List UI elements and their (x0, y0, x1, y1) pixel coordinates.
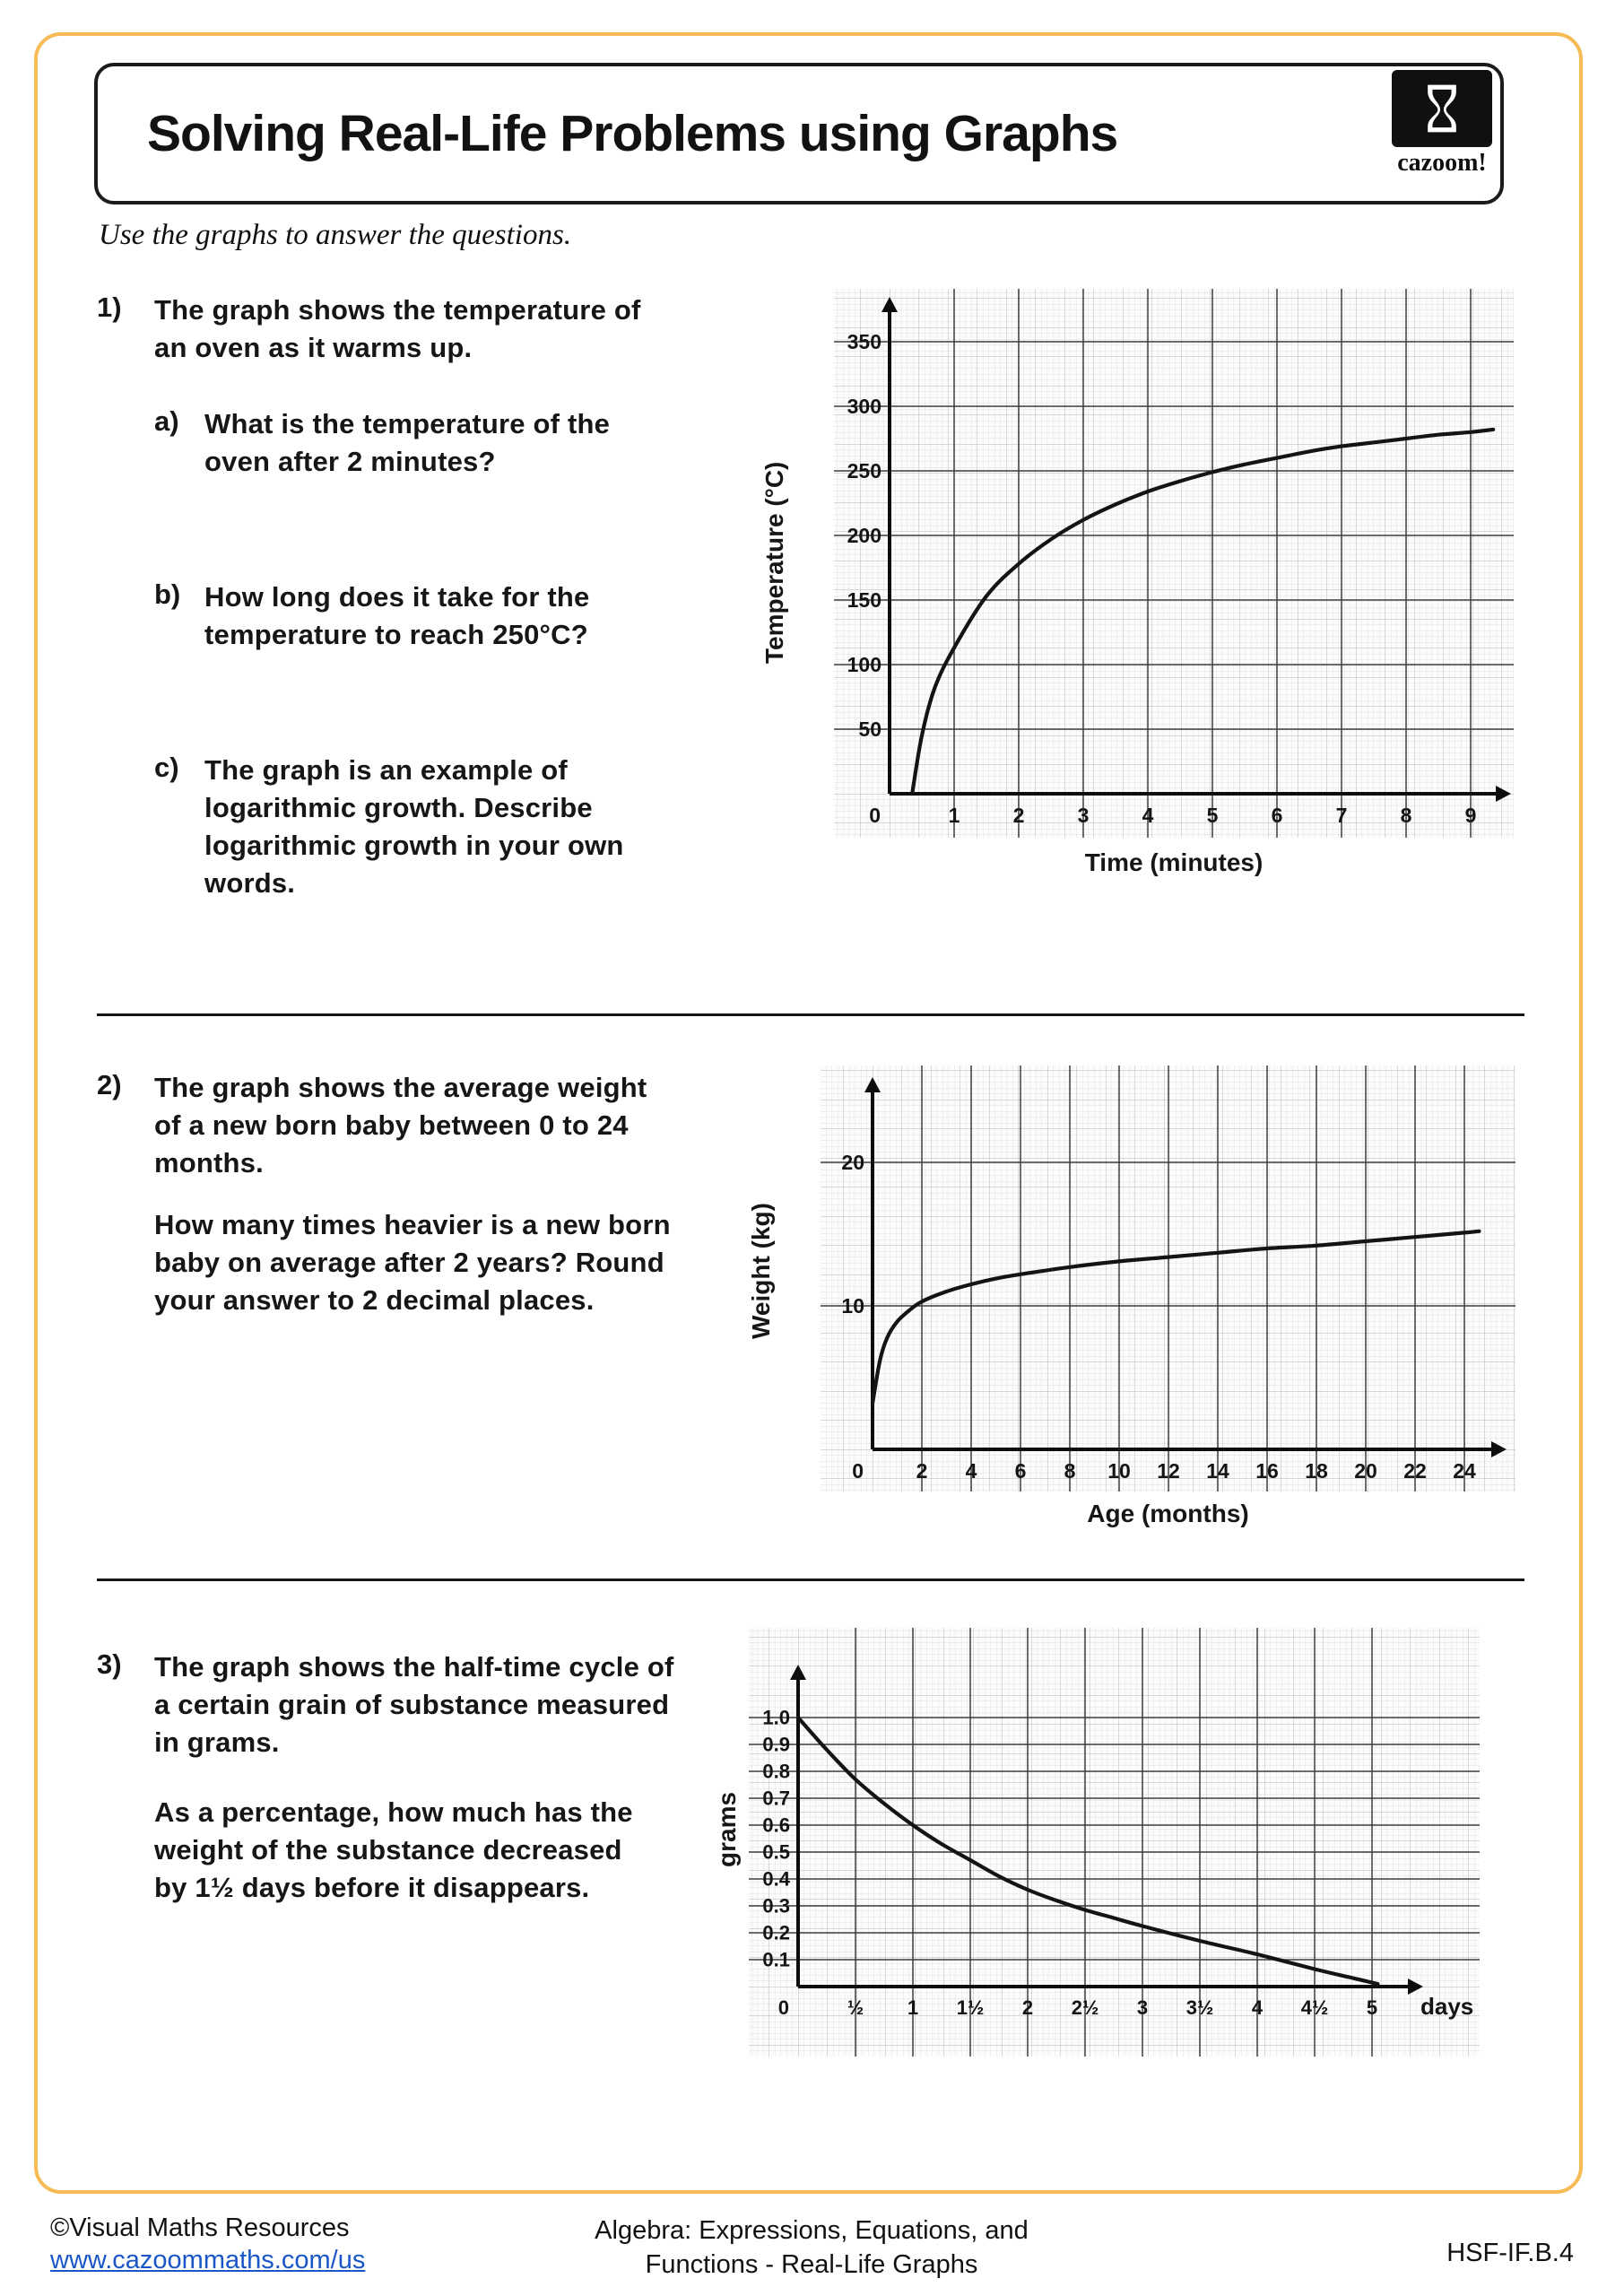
svg-text:20: 20 (1354, 1459, 1377, 1483)
svg-text:1: 1 (907, 1996, 919, 2019)
baby-weight-chart (821, 1065, 1515, 1492)
chart3-y-axis-label: grams (713, 1791, 741, 1868)
svg-text:200: 200 (847, 524, 881, 548)
svg-text:10: 10 (841, 1294, 864, 1318)
q1b-label: b) (154, 578, 181, 610)
svg-text:14: 14 (1206, 1459, 1229, 1483)
svg-text:12: 12 (1157, 1459, 1180, 1483)
svg-text:0.4: 0.4 (762, 1867, 790, 1891)
svg-text:100: 100 (847, 653, 881, 677)
q1a-text: What is the temperature of the oven after 2 minutes? (204, 408, 611, 477)
svg-text:0.7: 0.7 (762, 1787, 790, 1810)
svg-text:3: 3 (1077, 804, 1090, 827)
svg-text:4: 4 (1142, 804, 1154, 827)
oven-temperature-chart (834, 289, 1514, 838)
substance-decay-chart (749, 1628, 1480, 2057)
footer-course-line2: Functions - Real-Life Graphs (645, 2250, 978, 2279)
svg-text:4: 4 (1251, 1996, 1264, 2019)
svg-text:0.2: 0.2 (762, 1921, 790, 1944)
svg-text:5: 5 (1206, 804, 1219, 827)
svg-text:9: 9 (1464, 804, 1477, 827)
svg-text:0: 0 (852, 1459, 864, 1483)
svg-text:2: 2 (1021, 1996, 1034, 2019)
svg-text:0.1: 0.1 (762, 1948, 790, 1971)
svg-text:24: 24 (1453, 1459, 1476, 1483)
chart1-x-axis-label: Time (minutes) (1084, 848, 1264, 876)
svg-text:250: 250 (847, 459, 881, 483)
svg-text:150: 150 (847, 588, 881, 613)
cazoom-vase-icon (1392, 70, 1492, 147)
q1a-label: a) (154, 405, 179, 437)
page-title: Solving Real-Life Problems using Graphs (147, 105, 1118, 162)
chart2-x-axis-label: Age (months) (1087, 1500, 1249, 1527)
q1-number: 1) (97, 291, 122, 323)
svg-text:0.8: 0.8 (762, 1760, 790, 1783)
chart1-y-axis-label: Temperature (°C) (760, 461, 788, 665)
svg-text:2: 2 (1012, 804, 1025, 827)
q2-text: The graph shows the average weight of a new born baby between 0 to 24 months. (154, 1072, 647, 1178)
svg-text:0.6: 0.6 (762, 1813, 790, 1837)
svg-text:½: ½ (847, 1996, 864, 2019)
q2-text2: How many times heavier is a new born baby on average after 2 years? Round your answer to 2 decimal places. (154, 1209, 671, 1316)
svg-text:8: 8 (1064, 1459, 1076, 1483)
cazoom-logo (1388, 70, 1496, 178)
svg-text:16: 16 (1255, 1459, 1279, 1483)
svg-text:0: 0 (869, 804, 881, 827)
q3-number: 3) (97, 1648, 122, 1680)
svg-text:5: 5 (1366, 1996, 1378, 2019)
svg-text:1: 1 (948, 804, 960, 827)
footer-course-line1: Algebra: Expressions, Equations, and (595, 2216, 1029, 2245)
header (94, 63, 1504, 204)
q1b-text: How long does it take for the temperature to reach 250°C? (204, 581, 590, 650)
svg-text:20: 20 (841, 1151, 864, 1175)
svg-text:1½: 1½ (956, 1996, 985, 2019)
q1c-text: The graph is an example of logarithmic growth. Describe logarithmic growth in your own words. (204, 754, 624, 899)
svg-text:2½: 2½ (1071, 1996, 1099, 2019)
footer-link[interactable]: www.cazoommaths.com/us (50, 2246, 366, 2274)
svg-text:3½: 3½ (1185, 1996, 1214, 2019)
svg-text:0.3: 0.3 (762, 1894, 790, 1918)
footer-standard-code: HSF-IF.B.4 (1446, 2239, 1574, 2267)
svg-text:0.5: 0.5 (762, 1840, 790, 1864)
svg-text:0: 0 (777, 1996, 789, 2019)
svg-text:350: 350 (847, 330, 881, 354)
svg-text:50: 50 (858, 718, 881, 742)
svg-text:1.0: 1.0 (762, 1706, 790, 1729)
q1c-label: c) (154, 752, 179, 783)
oven-temperature-canvas (834, 289, 1514, 838)
svg-text:18: 18 (1305, 1459, 1328, 1483)
svg-text:days: days (1420, 1993, 1474, 2020)
section-divider-1 (97, 1013, 1524, 1016)
cazoom-logo-text: cazoom! (1397, 149, 1487, 177)
svg-text:0.9: 0.9 (762, 1733, 790, 1756)
svg-text:6: 6 (1271, 804, 1283, 827)
instruction-text: Use the graphs to answer the questions. (99, 219, 572, 251)
q1-text: The graph shows the temperature of an oven as it warms up. (154, 294, 641, 363)
svg-text:8: 8 (1400, 804, 1412, 827)
svg-text:4½: 4½ (1300, 1996, 1329, 2019)
footer-copyright: ©Visual Maths Resources (50, 2213, 350, 2242)
substance-decay-canvas (749, 1628, 1480, 2057)
svg-text:6: 6 (1014, 1459, 1027, 1483)
svg-text:300: 300 (847, 395, 881, 419)
section-divider-2 (97, 1578, 1524, 1581)
svg-text:3: 3 (1136, 1996, 1149, 2019)
q2-number: 2) (97, 1069, 122, 1100)
q3-text: The graph shows the half-time cycle of a certain grain of substance measured in grams. (154, 1651, 674, 1758)
svg-text:4: 4 (965, 1459, 977, 1483)
chart2-y-axis-label: Weight (kg) (747, 1203, 775, 1340)
footer-course (395, 2213, 1229, 2282)
svg-text:2: 2 (916, 1459, 928, 1483)
svg-text:7: 7 (1335, 804, 1348, 827)
baby-weight-canvas (821, 1065, 1515, 1492)
q3-text2: As a percentage, how much has the weight of the substance decreased by 1½ days before it disappears. (154, 1796, 633, 1903)
svg-text:22: 22 (1403, 1459, 1427, 1483)
svg-text:10: 10 (1107, 1459, 1131, 1483)
